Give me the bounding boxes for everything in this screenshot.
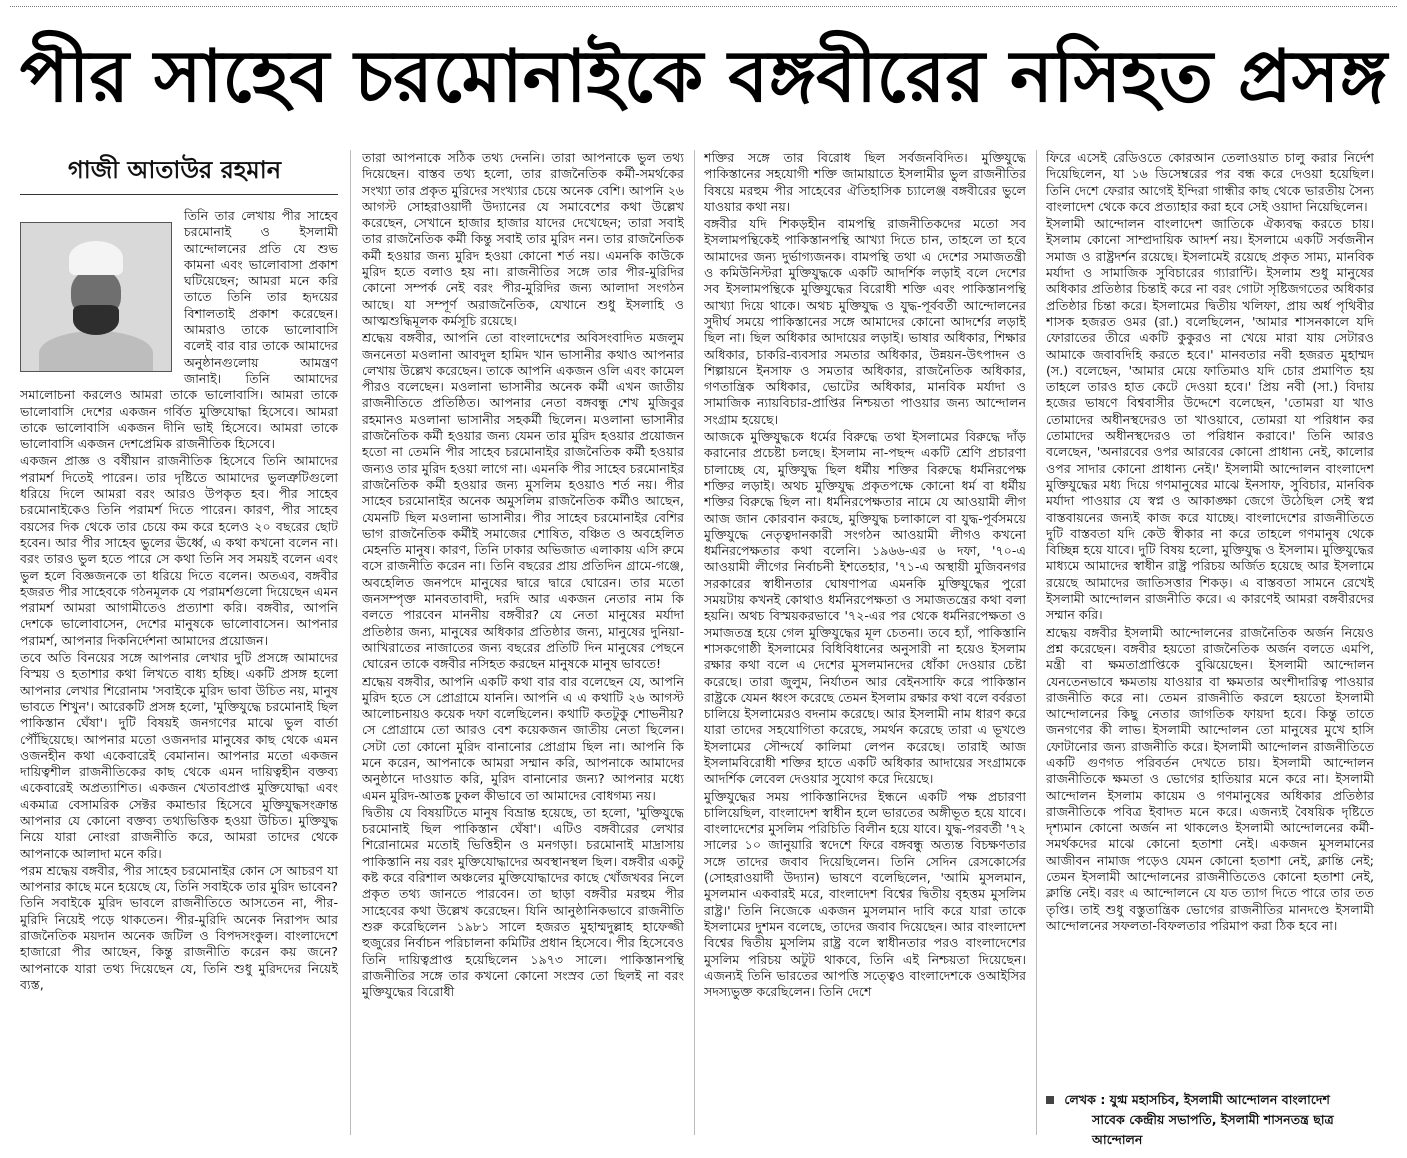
- photo-cap: [69, 241, 123, 275]
- paragraph: আজকে মুক্তিযুদ্ধকে ধর্মের বিরুদ্ধে তথা ইসলামের বিরুদ্ধে দাঁড় করানোর প্রচেষ্টা চলছে। ইসলাম না-পছন্দ একটি শ্রেণি প্রচারণা চালাচ্ছে যে, মুক্তিযুদ্ধ ছিল ধর্মীয় শক্তির বিরুদ্ধে ধর্মনিরপেক্ষ শক্তির লড়াই। অথচ মুক্তিযুদ্ধ প্রকৃতপক্ষে কোনো ধর্ম বা ধর্মীয় শক্তির বিরুদ্ধে ছিল না। ধর্মনিরপেক্ষতার নামে যে আওয়ামী লীগ আজ জান কোরবান করছে, মুক্তিযুদ্ধ চলাকালে বা যুদ্ধ-পূর্বসময়ে মুক্তিযুদ্ধে নেতৃত্বদানকারী সংগঠন আওয়ামী লীগও কখনো ধর্মনিরপেক্ষতার কথা বলেনি। ১৯৬৬-এর ৬ দফা, '৭০-এ আওয়ামী লীগের নির্বাচনী ইশতেহার, '৭১-এ অস্থায়ী মুজিবনগর সরকারের স্বাধীনতার ঘোষণাপত্র এমনকি মুক্তিযুদ্ধের পুরো সময়টায় কখনই কোথাও ধর্মনিরপেক্ষতা ও সমাজতন্ত্রের কথা বলা হয়নি। অথচ বিস্ময়করভাবে '৭২-এর পর থেকে ধর্মনিরপেক্ষতা ও সমাজতন্ত্র হয়ে গেল মুক্তিযুদ্ধের মূল চেতনা। তবে হ্যাঁ, পাকিস্তানি শাসকগোষ্ঠী ইসলামের বিধিবিধানের অনুসারী না হয়েও ইসলাম রক্ষার কথা বলে এ দেশের মুসলমানদের ধোঁকা দেওয়ার চেষ্টা করেছে। তারা জুলুম, নির্যাতন আর বেইনসাফি করে পাকিস্তান রাষ্ট্রকে যেমন ধ্বংস করেছে তেমন ইসলাম রক্ষার কথা বলে বর্বরতা চালিয়ে ইসলামেরও বদনাম করেছে। আর ইসলামী নাম ধারণ করে যারা তাদের সহযোগিতা করেছে, সমর্থন করেছে তারা এ ভূখণ্ডে ইসলামের সৌন্দর্যে কালিমা লেপন করেছে। তারাই আজ ইসলামবিরোধী শক্তির হাতে একটি অধিকার আদায়ের সংগ্রামকে আদর্শিক লেবেল দেওয়ার সুযোগ করে দিয়েছে।: [704, 429, 1026, 787]
- column-separator: [1036, 150, 1037, 1135]
- paragraph: মুক্তিযুদ্ধের সময় পাকিস্তানিদের ইন্ধনে একটি পক্ষ প্রচারণা চালিয়েছিল, বাংলাদেশ স্বাধীন হলে ভারতের অঙ্গীভূত হয়ে যাবে। বাংলাদেশের মুসলিম পরিচিতি বিলীন হয়ে যাবে। যুদ্ধ-পরবর্তী '৭২ সালের ১০ জানুয়ারি স্বদেশে ফিরে বঙ্গবন্ধু অত্যন্ত বিচক্ষণতার সঙ্গে তাদের জবাব দিয়েছিলেন। তিনি সেদিন রেসকোর্সের (সোহরাওয়ার্দী উদ্যান) ভাষণে বলেছিলেন, 'আমি মুসলমান, মুসলমান একবারই মরে, বাংলাদেশ বিশ্বের দ্বিতীয় বৃহত্তম মুসলিম রাষ্ট্র।' তিনি নিজেকে একজন মুসলমান দাবি করে যারা তাকে ইসলামের দুশমন বলেছে, তাদের জবাব দিয়েছেন। আর বাংলাদেশ বিশ্বের দ্বিতীয় মুসলিম রাষ্ট্র বলে স্বাধীনতার পরও বাংলাদেশের মুসলিম পরিচয় অটুট থাকবে, তিনি এই নিশ্চয়তা দিয়েছেন। এজন্যই তিনি ভারতের আপত্তি সত্ত্বেও বাংলাদেশকে ওআইসির সদস্যভুক্ত করেছিলেন। তিনি দেশে: [704, 788, 1026, 1000]
- top-dotted-rule: [10, 6, 1397, 7]
- author-note: [1046, 1090, 1376, 1147]
- author-note-label: লেখক :: [1064, 1092, 1106, 1107]
- paragraph: পরম শ্রদ্ধেয় বঙ্গবীর, পীর সাহেব চরমোনাইর কোন সে আচরণ যা আপনার কাছে মনে হয়েছে যে, তিনি সবাইকে তার মুরিদ ভাবেন? তিনি সবাইকে মুরিদ ভাবলে রাজনীতিতে আসতেন না, পীর-মুরিদি নিয়েই পড়ে থাকতেন। পীর-মুরিদি অনেক নিরাপদ আর রাজনৈতিক ময়দান অনেক জটিল ও বিপদসংকুল। বাংলাদেশে হাজারো পীর আছেন, কিন্তু রাজনীতি করেন কয় জনে? আপনাকে যারা তথ্য দিয়েছেন যে, তিনি শুধু মুরিদদের নিয়েই ব্যস্ত,: [20, 862, 338, 992]
- paragraph: শ্রদ্ধেয় বঙ্গবীর, আপনি তো বাংলাদেশের অবিসংবাদিত মজলুম জননেতা মওলানা আবদুল হামিদ খান ভাসানীর কথাও আপনার লেখায় উল্লেখ করেছেন। তাকে আপনি একজন ওলি এবং কামেল পীরও বলেছেন। মওলানা ভাসানীর অনেক কর্মী এখন জাতীয় রাজনীতিতে প্রতিষ্ঠিত। আপনার নেতা বঙ্গবন্ধু শেখ মুজিবুর রহমানও মওলানা ভাসানীর সহকর্মী ছিলেন। মওলানা ভাসানীর রাজনৈতিক কর্মী হওয়ার জন্য যেমন তার মুরিদ হওয়ার প্রয়োজন হতো না তেমনি পীর সাহেব চরমোনাইর রাজনৈতিক কর্মী হওয়ার জন্যও তার মুরিদ হওয়া লাগে না। এমনকি পীর সাহেব চরমোনাইর রাজনৈতিক কর্মী হওয়ার জন্য মুসলিম হওয়াও শর্ত নয়। পীর সাহেব চরমোনাইর অনেক অমুসলিম রাজনৈতিক কর্মীও আছেন, যেমনটি ছিল মওলানা ভাসানীর। পীর সাহেব চরমোনাইর বেশির ভাগ রাজনৈতিক কর্মীই সমাজের শোষিত, বঞ্চিত ও অবহেলিত মেহনতি মানুষ। কারণ, তিনি ঢাকার অভিজাত এলাকায় এসি রুমে বসে রাজনীতি করেন না। তিনি বছরের প্রায় প্রতিদিন গ্রামে-গঞ্জে, অবহেলিত জনপদে মানুষের দ্বারে দ্বারে ঘোরেন। তার মতো জনসম্পৃক্ত মানবতাবাদী, দরদি আর একজন নেতার নাম কি বলতে পারবেন মাননীয় বঙ্গবীর? যে নেতা মানুষের মর্যাদা প্রতিষ্ঠার জন্য, মানুষের অধিকার প্রতিষ্ঠার জন্য, মানুষের দুনিয়া-আখিরাতের নাজাতের জন্য বছরের প্রতিটি দিন মানুষের পেছনে ঘোরেন তাকে বঙ্গবীর নসিহত করছেন মানুষকে মানুষ ভাবতে!: [362, 330, 684, 672]
- author-note-title-1: যুগ্ম মহাসচিব, ইসলামী আন্দোলন বাংলাদেশ: [1109, 1092, 1330, 1107]
- author-note-title-2: সাবেক কেন্দ্রীয় সভাপতি, ইসলামী শাসনতন্ত্র ছাত্র আন্দোলন: [1092, 1112, 1334, 1147]
- paragraph: শ্রদ্ধেয় বঙ্গবীর ইসলামী আন্দোলনের রাজনৈতিক অর্জন নিয়েও প্রশ্ন করেছেন। বঙ্গবীর হয়তো রাজনৈতিক অর্জন বলতে এমপি, মন্ত্রী বা ক্ষমতাপ্রাপ্তিকে বুঝিয়েছেন। ইসলামী আন্দোলন যেনতেনভাবে ক্ষমতায় যাওয়ার বা ক্ষমতার অংশীদারিত্ব পাওয়ার রাজনীতি করে না। তেমন রাজনীতি করলে হয়তো ইসলামী আন্দোলনের কিছু নেতার জাগতিক ফায়দা হবে। কিন্তু তাতে জনগণের কী লাভ। ইসলামী আন্দোলন তো মানুষের মুখে হাসি ফোটানোর জন্য রাজনীতি করে। ইসলামী আন্দোলন রাজনীতিতে একটি গুণগত পরিবর্তন দেখতে চায়। ইসলামী আন্দোলন রাজনীতিকে ক্ষমতা ও ভোগের হাতিয়ার মনে করে না। ইসলামী আন্দোলন ইসলাম কায়েম ও গণমানুষের অধিকার প্রতিষ্ঠার রাজনীতিকে পবিত্র ইবাদত মনে করে। এজন্যই বৈষয়িক দৃষ্টিতে দৃশ্যমান কোনো অর্জন না থাকলেও ইসলামী আন্দোলনের কর্মী-সমর্থকদের মাঝে কোনো হতাশা নেই। একজন মুসলমানের আজীবন নামাজ পড়েও যেমন কোনো হতাশা নেই, ক্লান্তি নেই; তেমন ইসলামী আন্দোলনের রাজনীতিতেও কোনো হতাশা নেই, ক্লান্তি নেই। বরং এ আন্দোলনে যে যত ত্যাগ দিতে পারে তার তত তৃপ্তি। তাই শুধু বস্তুতান্ত্রিক ভোগের রাজনীতির মানদণ্ডে ইসলামী আন্দোলনের সফলতা-বিফলতার পরিমাপ করা ঠিক হবে না।: [1046, 624, 1374, 933]
- paragraph: একজন প্রাজ্ঞ ও বর্ষীয়ান রাজনীতিক হিসেবে তিনি আমাদের পরামর্শ দিতেই পারেন। তার দৃষ্টিতে আমাদের ভুলত্রুটিগুলো ধরিয়ে দিলে আমরা বরং আরও উপকৃত হব। পীর সাহেব চরমোনাইকেও তিনি পরামর্শ দিতে পারেন। কারণ, পীর সাহেব বয়সের দিক থেকে তার চেয়ে কম করে হলেও ২০ বছরের ছোট হবেন। আর পীর সাহেব ভুলের ঊর্ধ্বে, এ কথা কখনো বলেন না। বরং তারও ভুল হতে পারে সে কথা তিনি সব সময়ই বলেন এবং ভুল হলে বিজ্ঞজনকে তা ধরিয়ে দিতে বলেন। অতএব, বঙ্গবীর হজরত পীর সাহেবকে গঠনমূলক যে পরামর্শগুলো দিয়েছেন এমন পরামর্শ আমরা আগামীতেও প্রত্যাশা করি। বঙ্গবীর, আপনি দেশকে ভালোবাসেন, দেশের মানুষকে ভালোবাসেন। আপনার পরামর্শ, আপনার দিকনির্দেশনা আমাদের প্রয়োজন।: [20, 453, 338, 648]
- photo-beard: [73, 305, 119, 335]
- paragraph: বঙ্গবীর যদি শিকড়হীন বামপন্থি রাজনীতিকদের মতো সব ইসলামপন্থিকেই পাকিস্তানপন্থি আখ্যা দিতে চান, তাহলে তা হবে আমাদের জন্য দুর্ভাগ্যজনক। বামপন্থি তথা এ দেশের সমাজতন্ত্রী ও কমিউনিস্টরা মুক্তিযুদ্ধকে একটি আদর্শিক লড়াই বলে দেশের সব ইসলামপন্থিকে মুক্তিযুদ্ধের বিরোধী শক্তি এবং পাকিস্তানপন্থি আখ্যা দিয়ে থাকে। অথচ মুক্তিযুদ্ধ ও যুদ্ধ-পূর্ববর্তী আন্দোলনের সুদীর্ঘ সময়ে পাকিস্তানের সঙ্গে আমাদের কোনো আদর্শের লড়াই ছিল না। ছিল অধিকার আদায়ের লড়াই। ভাষার অধিকার, শিক্ষার অধিকার, চাকরি-ব্যবসার সমতার অধিকার, উন্নয়ন-উৎপাদন ও শিল্পায়নে ইনসাফ ও সমতার অধিকার, রাজনৈতিক অধিকার, গণতান্ত্রিক অধিকার, ভোটের অধিকার, মানবিক মর্যাদা ও সামাজিক ন্যায়বিচার-প্রাপ্তির নিশ্চয়তা পাওয়ার জন্য আন্দোলন সংগ্রাম হয়েছে।: [704, 216, 1026, 427]
- square-bullet-icon: [1046, 1096, 1054, 1104]
- article-column-3: [704, 150, 1026, 1135]
- column-separator: [350, 150, 351, 1135]
- author-photo: [20, 222, 172, 372]
- article-column-4: [1046, 150, 1374, 1080]
- byline-divider: [20, 194, 338, 195]
- paragraph: ফিরে এসেই রেডিওতে কোরআন তেলাওয়াত চালু করার নির্দেশ দিয়েছিলেন, যা ১৬ ডিসেম্বরের পর বন্ধ করে দেওয়া হয়েছিল। তিনি দেশে ফেরার আগেই ইন্দিরা গান্ধীর কাছ থেকে ভারতীয় সৈন্য বাংলাদেশ থেকে কবে প্রত্যাহার করা হবে সেই ওয়াদা নিয়েছিলেন।: [1046, 150, 1374, 214]
- paragraph: ইসলামী আন্দোলন বাংলাদেশ জাতিকে ঐক্যবদ্ধ করতে চায়। ইসলাম কোনো সাম্প্রদায়িক আদর্শ নয়। ইসলামে একটি সর্বজনীন সমাজ ও রাষ্ট্রদর্শন রয়েছে। ইসলামেই রয়েছে প্রকৃত সাম্য, মানবিক মর্যাদা ও সামাজিক সুবিচারের গ্যারান্টি। ইসলাম শুধু মানুষের অধিকার প্রতিষ্ঠার চিন্তাই করে না বরং গোটা সৃষ্টিজগতের অধিকার প্রতিষ্ঠার চিন্তা করে। ইসলামের দ্বিতীয় খলিফা, প্রায় অর্ধ পৃথিবীর শাসক হজরত ওমর (রা.) বলেছিলেন, 'আমার শাসনকালে যদি ফোরাতের তীরে একটি কুকুরও না খেয়ে মারা যায় সেটারও আমাকে জবাবদিহি করতে হবে।' মানবতার নবী হজরত মুহাম্মদ (স.) বলেছেন, 'আমার মেয়ে ফাতিমাও যদি চোর প্রমাণিত হয় তাহলে তারও হাত কেটে দেওয়া হবে।' প্রিয় নবী (সা.) বিদায় হজের ভাষণে বিশ্ববাসীর উদ্দেশে বলেছেন, 'তোমরা যা খাও তোমাদের অধীনস্থদেরও তা খাওয়াবে, তোমরা যা পরিধান কর তোমাদের অধীনস্থদেরও তা পরিধান করাবে।' তিনি আরও বলেছেন, 'অনারবের ওপর আরবের কোনো প্রাধান্য নেই, কালোর ওপর সাদার কোনো প্রাধান্য নেই।' ইসলামী আন্দোলন বাংলাদেশ মুক্তিযুদ্ধের মধ্য দিয়ে গণমানুষের মাঝে ইনসাফ, সুবিচার, মানবিক মর্যাদা পাওয়ার যে স্বপ্ন ও আকাঙ্ক্ষা জেগে উঠেছিল সেই স্বপ্ন বাস্তবায়নের জন্যই কাজ করে যাচ্ছে। বাংলাদেশের রাজনীতিতে দুটি বাস্তবতা যদি কেউ স্বীকার না করে তাহলে গণমানুষ থেকে বিচ্ছিন্ন হয়ে যাবে। দুটি বিষয় হলো, মুক্তিযুদ্ধ ও ইসলাম। মুক্তিযুদ্ধের মাধ্যমে আমাদের স্বাধীন রাষ্ট্র পরিচয় অর্জিত হয়েছে আর ইসলামে রয়েছে আমাদের জাতিসত্তার শিকড়। এ বাস্তবতা সামনে রেখেই ইসলামী আন্দোলন রাজনীতি করে। এ কারণেই আমরা বঙ্গবীরদের সম্মান করি।: [1046, 216, 1374, 623]
- paragraph: তবে অতি বিনয়ের সঙ্গে আপনার লেখার দুটি প্রসঙ্গে আমাদের বিস্ময় ও হতাশার কথা লিখতে বাধ্য হচ্ছি। একটি প্রসঙ্গ হলো আপনার লেখার শিরোনাম 'সবাইকে মুরিদ ভাবা উচিত নয়, মানুষ ভাবতে শিখুন'। আরেকটি প্রসঙ্গ হলো, 'মুক্তিযুদ্ধে চরমোনাই ছিল পাকিস্তান ঘেঁষা'। দুটি বিষয়ই জনগণের মাঝে ভুল বার্তা পৌঁছিয়েছে। আপনার মতো ওজনদার মানুষের কাছ থেকে এমন ওজনহীন কথা একেবারেই বেমানান। আপনার মতো একজন দায়িত্বশীল রাজনীতিকের কাছ থেকে এমন দায়িত্বহীন বক্তব্য একেবারেই অপ্রত্যাশিত। একজন খেতাবপ্রাপ্ত মুক্তিযোদ্ধা এবং একমাত্র বেসামরিক সেক্টর কমান্ডার হিসেবে মুক্তিযুদ্ধসংক্রান্ত আপনার যে কোনো বক্তব্য তথ্যভিত্তিক হওয়া উচিত। মুক্তিযুদ্ধ নিয়ে যারা নোংরা রাজনীতি করে, আমরা তাদের থেকে আপনাকে আলাদা মনে করি।: [20, 650, 338, 861]
- author-byline: গাজী আতাউর রহমান: [68, 156, 282, 184]
- headline: পীর সাহেব চরমোনাইকে বঙ্গবীরের নসিহত প্রসঙ্গ: [19, 34, 1388, 118]
- paragraph: তিনি তার লেখায় পীর সাহেব চরমোনাই ও ইসলামী আন্দোলনের প্রতি যে শুভ কামনা এবং ভালোবাসা প্রকাশ ঘটিয়েছেন; আমরা মনে করি তাতে তিনি তার হৃদয়ের বিশালতাই প্রকাশ করেছেন। আমরাও তাকে ভালোবাসি বলেই বার বার তাকে আমাদের অনুষ্ঠানগুলোয় আমন্ত্রণ জানাই। তিনি আমাদের সমালোচনা করলেও আমরা তাকে ভালোবাসি। আমরা তাকে ভালোবাসি দেশের একজন গর্বিত মুক্তিযোদ্ধা হিসেবে। আমরা তাকে ভালোবাসি একজন দীনি ভাই হিসেবে। আমরা তাকে ভালোবাসি একজন দেশপ্রেমিক রাজনীতিক হিসেবে।: [20, 208, 338, 452]
- paragraph: শক্তির সঙ্গে তার বিরোধ ছিল সর্বজনবিদিত। মুক্তিযুদ্ধে পাকিস্তানের সহযোগী শক্তি জামায়াতে ইসলামীর ভুল রাজনীতির বিষয়ে মরহুম পীর সাহেবের ঐতিহাসিক চ্যালেঞ্জ বঙ্গবীরের ভুলে যাওয়ার কথা নয়।: [704, 150, 1026, 214]
- column-separator: [694, 150, 695, 1135]
- paragraph: শ্রদ্ধেয় বঙ্গবীর, আপনি একটি কথা বার বার বলেছেন যে, আপনি মুরিদ হতে সে প্রোগ্রামে যাননি। আপনি এ এ কথাটি ২৬ আগস্ট আলোচনায়ও কয়েক দফা বলেছিলেন। কথাটি কতটুকু শোভনীয়? সে প্রোগ্রামে তো আরও বেশ কয়েকজন জাতীয় নেতা ছিলেন। সেটা তো কোনো মুরিদ বানানোর প্রোগ্রাম ছিল না। আপনি কি মনে করেন, আপনাকে আমরা সম্মান করি, আপনাকে আমাদের অনুষ্ঠানে দাওয়াত করি, মুরিদ বানানোর জন্য? আপনার মধ্যে এমন মুরিদ-আতঙ্ক ঢুকল কীভাবে তা আমাদের বোধগম্য নয়।: [362, 673, 684, 803]
- article-column-2: [362, 150, 684, 1135]
- article-column-1: [20, 208, 338, 1135]
- paragraph: দ্বিতীয় যে বিষয়টিতে মানুষ বিভ্রান্ত হয়েছে, তা হলো, 'মুক্তিযুদ্ধে চরমোনাই ছিল পাকিস্তান ঘেঁষা'। এটিও বঙ্গবীরের লেখার শিরোনামের মতোই ভিত্তিহীন ও মনগড়া। চরমোনাই মাদ্রাসায় পাকিস্তানি নয় বরং মুক্তিযোদ্ধাদের অবস্থানস্থল ছিল। বঙ্গবীর একটু কষ্ট করে বরিশাল অঞ্চলের মুক্তিযোদ্ধাদের কাছে খোঁজখবর নিলে প্রকৃত তথ্য জানতে পারবেন। তা ছাড়া বঙ্গবীর মরহুম পীর সাহেবের কথা উল্লেখ করেছেন। যিনি আনুষ্ঠানিকভাবে রাজনীতি শুরু করেছিলেন ১৯৮১ সালে হজরত মুহাম্মদুল্লাহ হাফেজ্জী হুজুরের নির্বাচন পরিচালনা কমিটির প্রধান হিসেবে। পীর হিসেবেও তিনি দায়িত্বপ্রাপ্ত হয়েছিলেন ১৯৭৩ সালে। পাকিস্তানপন্থি রাজনীতির সঙ্গে তার কখনো কোনো সংস্রব তো ছিলই না বরং মুক্তিযুদ্ধের বিরোধী: [362, 804, 684, 1000]
- paragraph: তারা আপনাকে সঠিক তথ্য দেননি। তারা আপনাকে ভুল তথ্য দিয়েছেন। বাস্তব তথ্য হলো, তার রাজনৈতিক কর্মী-সমর্থকের সংখ্যা তার প্রকৃত মুরিদের সংখ্যার চেয়ে অনেক বেশি। আপনি ২৬ আগস্ট সোহরাওয়ার্দী উদ্যানের যে সমাবেশের কথা উল্লেখ করেছেন, সেখানে হাজার হাজার যাদের দেখেছেন; তারা সবাই তার রাজনৈতিক কর্মী কিন্তু সবাই তার মুরিদ নন। তার রাজনৈতিক কর্মী হওয়ার জন্য মুরিদ হওয়া কোনো শর্ত নয়। এমনকি কাউকে মুরিদ হতে বলাও হয় না। রাজনীতির সঙ্গে তার পীর-মুরিদির কোনো সম্পর্ক নেই বরং পীর-মুরিদির জন্য আলাদা সংগঠন আছে। যা সম্পূর্ণ অরাজনৈতিক, যেখানে শুধু ইসলাহি ও আত্মশুদ্ধিমূলক কর্মসূচি রয়েছে।: [362, 150, 684, 328]
- photo-shirt: [39, 331, 153, 372]
- author-note-line-1: [1046, 1090, 1376, 1110]
